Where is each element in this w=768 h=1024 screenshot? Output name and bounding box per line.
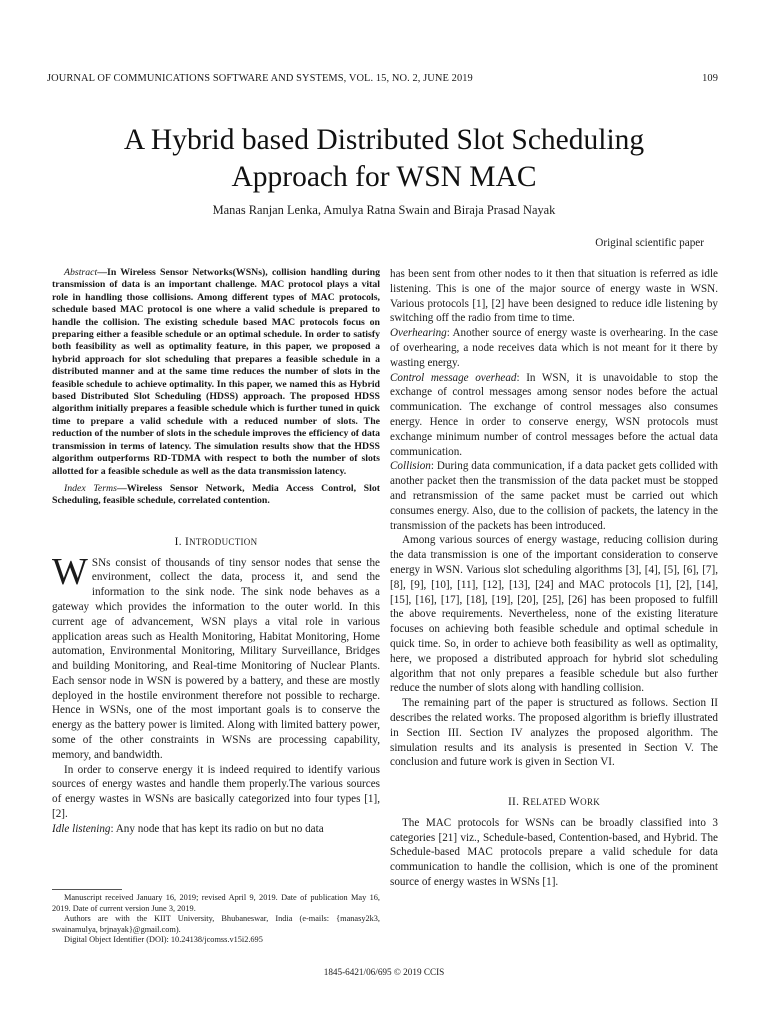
footnote-affiliation: Authors are with the KIIT University, Bhubaneswar, India (e-mails: {manasy2k3, swainamulya, brjnayak}@gmail.com). [52,914,380,934]
footnote-received: Manuscript received January 16, 2019; revised April 9, 2019. Date of publication May 16, 2019. Date of current version June 3, 2019. [52,893,380,913]
intro-paragraph-4: The remaining part of the paper is structured as follows. Section II describes the related works. The proposed algorithm is briefly illustrated in Section III. Section IV analyzes the proposed algorithm. The simulation results and its analysis is presented in Section V. The conclusion and future work is given in Section VI. [390,697,718,769]
intro-paragraph-3: Among various sources of energy wastage, reducing collision during the data transmission is one of the important consideration to conserve energy in WSN. Various slot scheduling algorithms [3], [4], [5], [6], [7], [8], [9], [10], [11], [12], [13], [24] and MAC protocols [1], [2], [14], [15], [16], [17], [18], [19], [20], [25], [26] has been proposed to fulfill the above requirements. Nevertheless, none of the existing literature focuses on achieving both feasible schedule and optimal schedule in quick time. So, in order to achieve both feasibility as well as optimality, here, we proposed a distributed approach for hybrid slot scheduling algorithm that not only prepares a feasible schedule but also further reduce the number of slots along with handling collision. [390,534,718,695]
paper-type: Original scientific paper [595,237,704,249]
idle-listening-paragraph-start: Idle listening: Any node that has kept its radio on but no data [52,822,324,835]
collision-paragraph: Collision: During data communication, if a data packet gets collided with another packet then the transmission of the data packet must be stopped and retransmission of the same packet must be carried out which consumes energy. Also, due to the collision of packets, the latency in the transmission of the packets has been introduced. [390,460,718,532]
right-column [390,267,718,890]
running-head [47,73,718,87]
footnotes [52,893,380,946]
drop-cap: W [52,550,88,593]
title-line-1: A Hybrid based Distributed Slot Scheduling [123,124,645,156]
page-number: 109 [702,73,718,84]
overhearing-label: Overhearing [390,327,447,340]
intro-paragraph-1: W SNs consist of thousands of tiny sensor nodes that sense the environment, collect the data, process it, and send the information to the sink node. The sink node behaves as a gateway which provides the information to the outer world. In this current age of advancement, WSN plays a vital role in various application areas such as Health Monitoring, Habitat Monitoring, Home automation, Environmental Monitoring, Military Surveillance, Bridges and building Monitoring, and Real-time Monitoring of Nuclear Plants. Each sensor node in WSN is powered by a battery, and these are mostly deployed in the hostile environment therefore not possible to recharge. Hence in WSNs, one of the most important goals is to conserve the energy as the battery power is limited. Along with limited battery power, some of the other constraints in WSNs are processing capability, memory, and bandwidth. [52,550,380,761]
section-heading-related-work: II. RELATED WORK [507,796,601,809]
author-list: Manas Ranjan Lenka, Amulya Ratna Swain and Biraja Prasad Nayak [212,203,556,217]
left-column [52,267,380,837]
intro-paragraph-2: In order to conserve energy it is indeed required to identify various sources of energy wastes and handle them properly.The various sources of energy wastes in WSNs are basically categorized into four types [1], [2]. [52,763,380,821]
footnote-doi: Digital Object Identifier (DOI): 10.24138/jcomss.v15i2.695 [64,935,263,945]
page-footer: 1845-6421/06/695 © 2019 CCIS [323,967,445,977]
abstract-label: Abstract [64,267,98,278]
journal-name: JOURNAL OF COMMUNICATIONS SOFTWARE AND SYSTEMS, VOL. 15, NO. 2, JUNE 2019 [47,73,473,84]
abstract-text: —In Wireless Sensor Networks(WSNs), collision handling during transmission of data is an important challenge. MAC protocol plays a vital role in handling those collisions. Among different types of MAC protocols, schedule based MAC protocol is one where a valid schedule is prepared to handle the collision. The existing schedule based MAC protocols focus on preparing either a feasible schedule or an optimal schedule. In order to satisfy both feasibility as well as optimality feature, in this paper, we proposed a hybrid approach for slot scheduling that prepares a feasible schedule in a distributed manner and at the same time reduces the number of slots in the feasible schedule to achieve optimality. In this paper, we named this as Hybrid based Distributed Slot Scheduling (HDSS) approach. The proposed HDSS algorithm initially prepares a feasible schedule which is further tuned in quick time to prepare a valid schedule with a reduced number of slots. The reduction of the number of slots in the schedule improves the efficiency of data transmission in terms of latency. The simulation results show that the HDSS algorithm outperforms RD-TDMA with respect to both the number of slots allotted for a feasible schedule as well as the data transmission latency. [52,267,380,477]
idle-listening-label: Idle listening [52,822,111,835]
index-terms-label: Index Terms [64,482,117,494]
overhearing-paragraph: Overhearing: Another source of energy waste is overhearing. In the case of overhearing, a node receives data which is not meant for it there by wasting energy. [390,327,718,369]
control-overhead-label: Control message overhead [390,371,517,384]
control-overhead-paragraph: Control message overhead: In WSN, it is unavoidable to stop the exchange of control messages among sensor nodes before the actual communication. The exchange of control messages also consumes energy. Hence in order to conserve energy, WSN protocols must exchange minimum number of control messages before the actual data communication. [390,371,718,458]
paper-title [0,122,768,196]
index-terms [52,483,380,508]
title-line-2: Approach for WSN MAC [231,161,537,193]
collision-label: Collision [390,460,431,473]
idle-listening-paragraph-cont: has been sent from other nodes to it then that situation is referred as idle listening. This is one of the major source of energy waste in WSN. Various protocols [1], [2] have been designed to reduce idle listening by switching off the radio from time to time. [390,268,718,325]
index-terms-text: —Wireless Sensor Network, Media Access Control, Slot Scheduling, feasible schedule, correlated contention. [52,482,380,507]
section-heading-introduction: I. INTRODUCTION [174,535,258,548]
related-work-paragraph-1: The MAC protocols for WSNs can be broadly classified into 3 categories [21] viz., Schedule-based, Contention-based, and Hybrid. The Schedule-based MAC protocols prepare a valid schedule for data communication to handle the collision, which is one of the prominent source of energy wastes in WSNs [1]. [390,816,718,889]
abstract [52,267,380,478]
footnote-rule [52,889,122,890]
